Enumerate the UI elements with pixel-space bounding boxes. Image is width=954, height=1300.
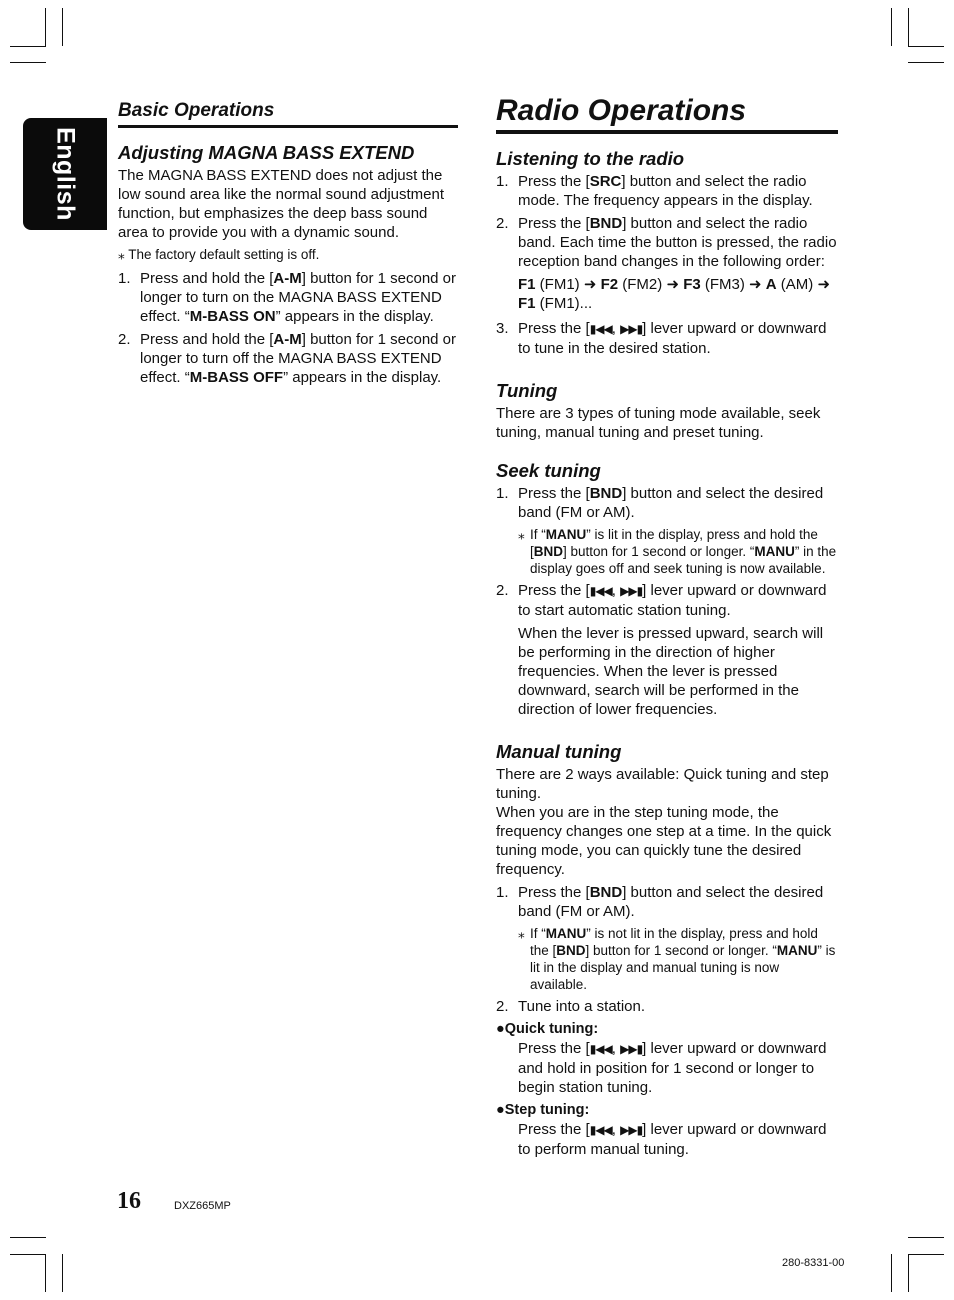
next-track-icon: ▶▶▮ xyxy=(620,1123,643,1137)
list-item: 1. Press the [SRC] button and select the radio mode. The frequency appears in the display. xyxy=(496,173,813,209)
section-title: Basic Operations xyxy=(118,100,275,121)
bullet-icon: ● xyxy=(496,1021,505,1037)
arrow-icon: ➜ xyxy=(666,276,680,293)
crop-mark xyxy=(45,1254,46,1292)
crop-mark xyxy=(908,1254,944,1255)
list-item: 2. Press the [BND] button and select the radio band. Each time the button is pressed, the radio reception band changes in the following order: xyxy=(496,215,837,270)
prev-track-icon: ▮◀◀ xyxy=(589,322,612,336)
quick-tuning-text: Press the [▮◀◀, ▶▶▮] lever upward or downward and hold in position for 1 second or longer to begin station tuning. xyxy=(518,1040,827,1096)
arrow-icon: ➜ xyxy=(817,276,831,293)
magna-bass-intro: The MAGNA BASS EXTEND does not adjust the low sound area like the normal sound adjustment function, but emphasizes the deep bass sound area to provide you with a dynamic sound. xyxy=(118,167,445,241)
manual-p2: When you are in the step tuning mode, the frequency changes one step at a time. In the quick tuning mode, you can quickly tune the desired frequency. xyxy=(496,804,832,878)
list-item: 2. Press and hold the [A-M] button for 1 second or longer to turn off the MAGNA BASS EXTEND effect. “M-BASS OFF” appears in the display. xyxy=(118,331,457,386)
listening-steps xyxy=(496,172,838,271)
page-title: Radio Operations xyxy=(496,94,747,127)
listening-heading: Listening to the radio xyxy=(496,148,685,169)
default-note: ⁎ The factory default setting is off. xyxy=(118,247,320,262)
bullet-icon: ● xyxy=(496,1102,505,1118)
crop-mark xyxy=(891,1254,892,1292)
quick-tuning-label: ●Quick tuning: xyxy=(496,1021,599,1037)
manual-steps-cont xyxy=(496,997,838,1016)
seek-heading: Seek tuning xyxy=(496,460,601,481)
crop-mark xyxy=(10,46,46,47)
listening-steps-cont xyxy=(496,319,838,358)
asterisk-icon: ⁎ xyxy=(118,247,125,262)
tuning-text: There are 3 types of tuning mode available, seek tuning, manual tuning and preset tuning. xyxy=(496,405,821,441)
crop-mark xyxy=(908,8,909,46)
band-order: F1 (FM1) ➜ F2 (FM2) ➜ F3 (FM3) ➜ A (AM) ➜ F1 (FM1)... xyxy=(518,276,831,312)
crop-mark xyxy=(45,8,46,46)
section-rule xyxy=(118,125,458,128)
list-item: 2. Tune into a station. xyxy=(496,998,646,1015)
crop-mark xyxy=(62,1254,63,1292)
arrow-icon: ➜ xyxy=(749,276,762,293)
manual-note: ⁎ If “MANU” is not lit in the display, press and hold the [BND] button for 1 second or longer. “MANU” is lit in the display and manual tuning is now available. xyxy=(518,926,836,992)
left-column xyxy=(118,100,458,391)
prev-track-icon: ▮◀◀ xyxy=(589,584,612,598)
asterisk-icon: ⁎ xyxy=(518,527,525,542)
step-tuning-text: Press the [▮◀◀, ▶▶▮] lever upward or downward to perform manual tuning. xyxy=(518,1121,827,1158)
crop-mark xyxy=(10,1254,46,1255)
crop-mark xyxy=(10,1237,46,1238)
crop-mark xyxy=(62,8,63,46)
list-item: 1. Press the [BND] button and select the desired band (FM or AM). xyxy=(496,884,824,920)
manual-heading: Manual tuning xyxy=(496,741,622,762)
list-item: 1. Press the [BND] button and select the desired band (FM or AM). xyxy=(496,485,824,521)
seek-note: ⁎ If “MANU” is lit in the display, press and hold the [BND] button for 1 second or longer. “MANU” in the display goes off and seek tuning is now available. xyxy=(518,527,837,576)
tuning-heading: Tuning xyxy=(496,380,558,401)
crop-mark xyxy=(908,1254,909,1292)
next-track-icon: ▶▶▮ xyxy=(620,322,643,336)
list-item: 3. Press the [▮◀◀, ▶▶▮] lever upward or downward to tune in the desired station. xyxy=(496,320,827,357)
asterisk-icon: ⁎ xyxy=(518,926,525,941)
prev-track-icon: ▮◀◀ xyxy=(589,1123,612,1137)
arrow-icon: ➜ xyxy=(583,276,597,293)
crop-mark xyxy=(908,62,944,63)
title-rule xyxy=(496,130,838,134)
right-column xyxy=(496,93,838,1163)
crop-mark xyxy=(908,46,944,47)
document-number: 280-8331-00 xyxy=(782,1257,845,1269)
magna-bass-steps xyxy=(118,269,458,387)
next-track-icon: ▶▶▮ xyxy=(620,584,643,598)
magna-bass-heading: Adjusting MAGNA BASS EXTEND xyxy=(118,142,415,163)
language-tab xyxy=(23,118,107,230)
crop-mark xyxy=(10,62,46,63)
crop-mark xyxy=(908,1237,944,1238)
manual-p1: There are 2 ways available: Quick tuning and step tuning. xyxy=(496,766,829,802)
model-number: DXZ665MP xyxy=(174,1200,231,1212)
step-tuning-label: ●Step tuning: xyxy=(496,1102,590,1118)
list-item: 2. Press the [▮◀◀, ▶▶▮] lever upward or downward to start automatic station tuning. xyxy=(496,582,827,619)
crop-mark xyxy=(891,8,892,46)
next-track-icon: ▶▶▮ xyxy=(620,1042,643,1056)
page-number: 16 xyxy=(117,1188,141,1214)
seek-extra: When the lever is pressed upward, search will be performing in the direction of higher frequencies. When the lever is pressed downward, search will be performed in the direction of lower frequencies. xyxy=(518,625,824,718)
prev-track-icon: ▮◀◀ xyxy=(589,1042,612,1056)
manual-steps xyxy=(496,883,838,921)
seek-steps xyxy=(496,484,838,522)
list-item: 1. Press and hold the [A-M] button for 1 second or longer to turn on the MAGNA BASS EXTEND effect. “M-BASS ON” appears in the display. xyxy=(118,270,457,325)
seek-steps-cont xyxy=(496,581,838,620)
language-tab-label: English xyxy=(51,127,80,221)
